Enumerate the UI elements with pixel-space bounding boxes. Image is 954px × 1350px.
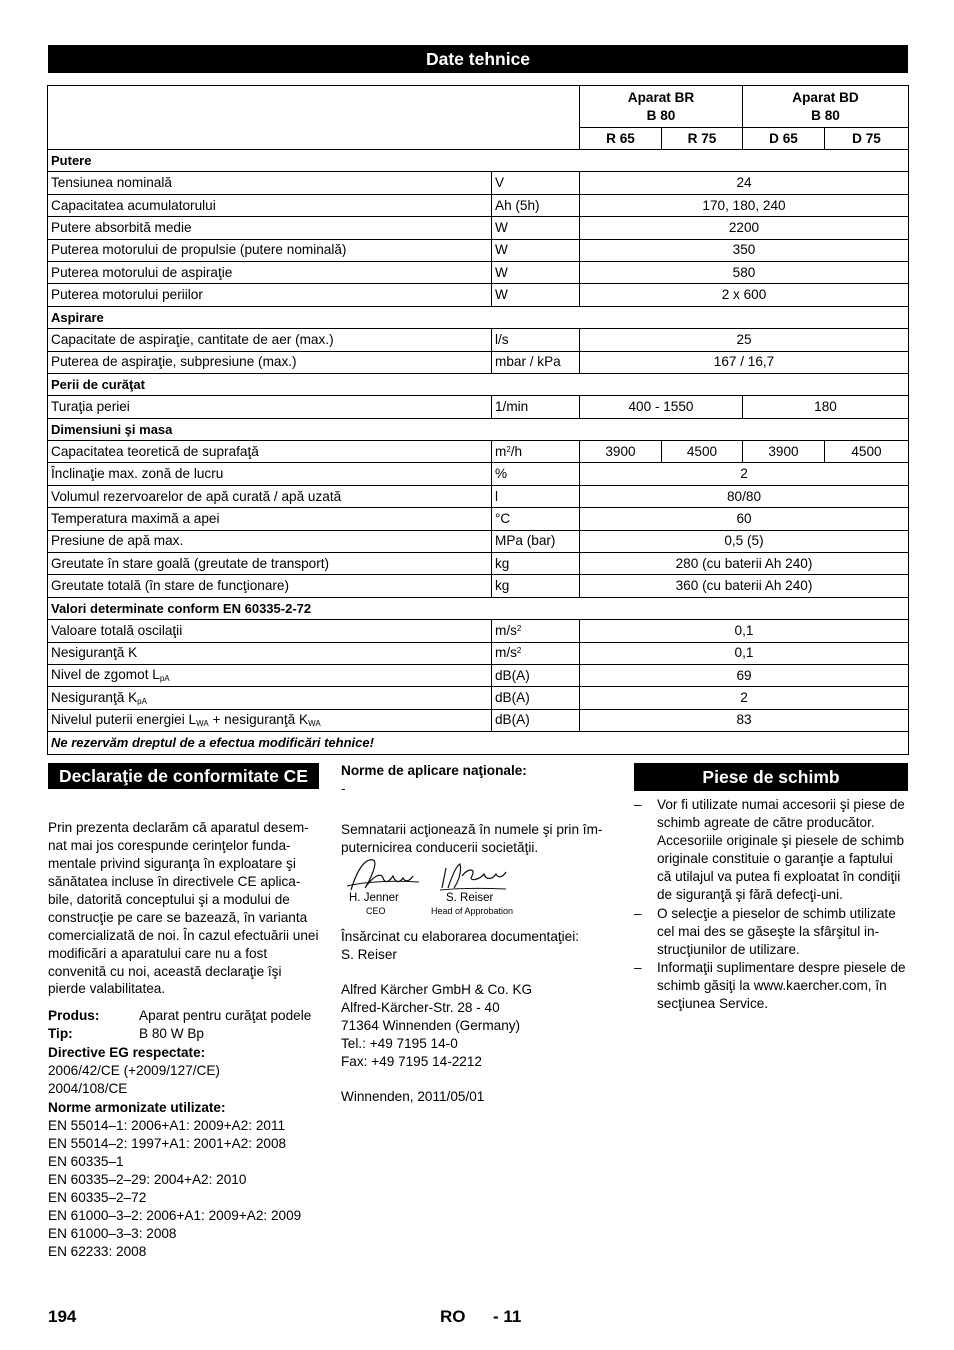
- signer-name: S. Reiser: [446, 892, 494, 904]
- spares-list: [634, 796, 908, 1013]
- address-line: 71364 Winnenden (Germany): [341, 1017, 521, 1033]
- conformity-paragraph: Prin prezenta declarăm că aparatul desem-nat mai jos corespunde cerinţelor funda-mentale privind siguranţa în exploatare şi sănătatea incluse în directivele CE aplica-bile, datorită conceptului şi a modului de construcţie pe care se bazează, în varianta comercializată de noi. În cazul efectuării unei modificări a aparatului care nu a fost convenită cu noi, această declaraţie îşi pierde valabilitatea.: [48, 820, 319, 997]
- list-item: – Vor fi utilizate numai accesorii şi piese de schimb agreate de către producător. Accesoriile originale şi piesele de schimb originale constituie o garanţie a faptului că utilajul va putea fi exploatat în condiţii de siguranţă şi fără defecţi-uni.: [634, 797, 905, 902]
- spares-heading: Piese de schimb: [634, 763, 908, 791]
- table-corner: [48, 86, 580, 150]
- table-row: Greutate totală (în stare de funcţionare) kg 360 (cu baterii Ah 240): [48, 575, 909, 597]
- signatories-text: Semnatarii acţionează în numele şi prin îm-puternicirea conducerii societăţii.: [341, 821, 603, 855]
- table-row: Capacitatea acumulatorului Ah (5h) 170, 180, 240: [48, 194, 909, 216]
- documentation-person: S. Reiser: [341, 946, 397, 962]
- norm-item: EN 62233: 2008: [48, 1243, 147, 1259]
- table-row: Puterea motorului de aspiraţie W 580: [48, 261, 909, 283]
- list-item: – Informaţii suplimentare despre piesele de schimb găsiţi la www.kaercher.com, în secţiunea Service.: [634, 960, 906, 1012]
- signer-role: Head of Approbation: [431, 906, 514, 916]
- list-item: – O selecţie a pieselor de schimb utilizate cel mai des se găseşte la sfârşitul in-strucţiunilor de utilizare.: [634, 905, 896, 957]
- product-line: Produs: Aparat pentru curăţat podele: [48, 1008, 312, 1024]
- norm-item: EN 61000–3–3: 2008: [48, 1225, 177, 1241]
- table-row: Capacitatea teoretică de suprafaţă $m^2/h$ 3900 4500 3900 4500: [48, 441, 909, 463]
- section-heading: Putere: [48, 150, 909, 172]
- section-heading: Aspirare: [48, 306, 909, 328]
- table-row: Capacitate de aspiraţie, cantitate de aer (max.) l/s 25: [48, 329, 909, 351]
- table-row: Tensiunea nominală V 24: [48, 172, 909, 194]
- national-norms-label: Norme de aplicare naţionale:: [341, 763, 527, 778]
- signature-reiser-icon: [436, 858, 508, 894]
- table-row: Turaţia periei 1/min 400 - 1550 180: [48, 396, 909, 418]
- address-line: Alfred-Kärcher-Str. 28 - 40: [341, 999, 500, 1015]
- table-row: Înclinaţie max. zonă de lucru % 2: [48, 463, 909, 485]
- directive-item: 2004/108/CE: [48, 1081, 128, 1097]
- norm-item: EN 60335–2–72: [48, 1189, 147, 1205]
- spares-column: [634, 796, 908, 1014]
- technical-data-table: [47, 85, 909, 755]
- type-line: Tip: B 80 W Bp: [48, 1026, 204, 1042]
- header-group-br: Aparat BR B 80: [580, 86, 743, 128]
- table-row: Nivel de zgomot $L_{pA}$ dB(A) 69: [48, 664, 909, 686]
- norm-item: EN 60335–1: [48, 1153, 124, 1169]
- table-row: Volumul rezervoarelor de apă curată / apă uzată l 80/80: [48, 485, 909, 507]
- header-group-bd: Aparat BD B 80: [743, 86, 909, 128]
- header-variant: D 75: [825, 128, 909, 150]
- section-heading: Valori determinate conform EN 60335-2-72: [48, 597, 909, 619]
- table-row: Putere absorbită medie W 2200: [48, 217, 909, 239]
- table-row: Puterea motorului periilor W 2 x 600: [48, 284, 909, 306]
- signer-name: H. Jenner: [349, 892, 399, 904]
- table-row: Temperatura maximă a apei °C 60: [48, 508, 909, 530]
- sub-page-number: - 11: [493, 1307, 522, 1326]
- table-row: Presiune de apă max. MPa (bar) 0,5 (5): [48, 530, 909, 552]
- header-variant: R 75: [662, 128, 743, 150]
- norm-item: EN 61000–3–2: 2006+A1: 2009+A2: 2009: [48, 1207, 302, 1223]
- language-code: RO: [440, 1307, 466, 1326]
- address-line: Tel.: +49 7195 14-0: [341, 1035, 458, 1051]
- table-row: Nivelul puterii energiei $L_{WA}$ + nesiguranţă $K_{WA}$ dB(A) 83: [48, 709, 909, 731]
- signer-role: CEO: [366, 906, 386, 916]
- conformity-column: [48, 819, 323, 1261]
- table-row: Puterea motorului de propulsie (putere nominală) W 350: [48, 239, 909, 261]
- header-variant: D 65: [743, 128, 825, 150]
- norm-item: EN 55014–2: 1997+A1: 2001+A2: 2008: [48, 1135, 287, 1151]
- table-row: Nesiguranţă $K_{pA}$ dB(A) 2: [48, 687, 909, 709]
- table-row: Greutate în stare goală (greutate de transport) kg 280 (cu baterii Ah 240): [48, 553, 909, 575]
- table-row: Nesiguranţă K $m/s^2$ 0,1: [48, 642, 909, 664]
- header-variant: R 65: [580, 128, 662, 150]
- norm-item: EN 55014–1: 2006+A1: 2009+A2: 2011: [48, 1118, 286, 1133]
- middle-lower: [341, 928, 621, 1106]
- norm-item: EN 60335–2–29: 2004+A2: 2010: [48, 1171, 247, 1187]
- middle-column: [341, 762, 621, 857]
- page-number: 194: [48, 1307, 77, 1326]
- table-note: Ne rezervăm dreptul de a efectua modificări tehnice!: [48, 732, 909, 754]
- table-row: Puterea de aspiraţie, subpresiune (max.) mbar / kPa 167 / 16,7: [48, 351, 909, 373]
- conformity-heading: Declaraţie de conformitate CE: [48, 763, 319, 789]
- documentation-label: Însărcinat cu elaborarea documentaţiei:: [341, 929, 580, 944]
- place-date: Winnenden, 2011/05/01: [341, 1088, 485, 1104]
- directive-item: 2006/42/CE (+2009/127/CE): [48, 1063, 220, 1079]
- table-row: Valoare totală oscilaţii $m/s^2$ 0,1: [48, 620, 909, 642]
- page-title: Date tehnice: [48, 45, 908, 73]
- address-line: Fax: +49 7195 14-2212: [341, 1053, 482, 1069]
- national-norms-value: -: [341, 780, 346, 796]
- norms-label: Norme armonizate utilizate:: [48, 1100, 226, 1116]
- address-line: Alfred Kärcher GmbH & Co. KG: [341, 981, 533, 997]
- directives-label: Directive EG respectate:: [48, 1045, 206, 1061]
- section-heading: Perii de curăţat: [48, 373, 909, 395]
- section-heading: Dimensiuni şi masa: [48, 418, 909, 440]
- signature-jenner-icon: [343, 852, 423, 894]
